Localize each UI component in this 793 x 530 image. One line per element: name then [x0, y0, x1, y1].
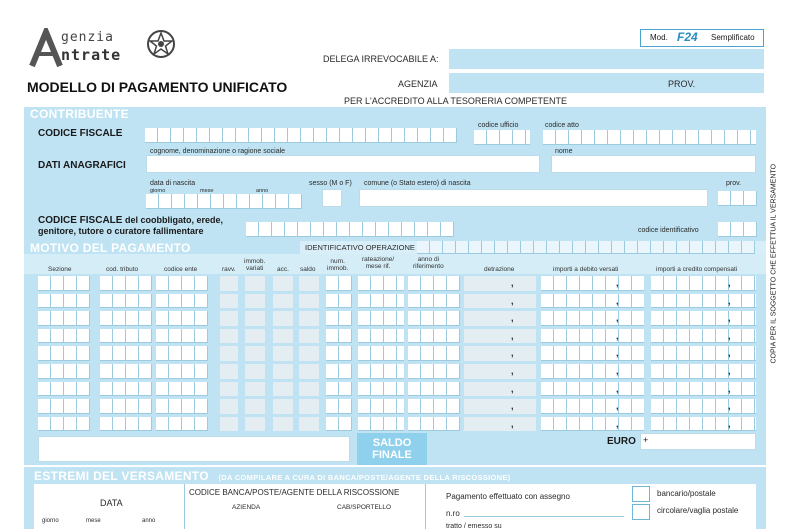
decimal-separator-icon: ,: [511, 401, 514, 412]
estremi-divider-2: [425, 484, 426, 529]
decimal-separator-icon: ,: [511, 330, 514, 341]
rateazione-cell[interactable]: [358, 311, 404, 326]
debito-cell[interactable]: [541, 276, 644, 291]
immob-variati-cell[interactable]: [245, 294, 265, 309]
saldo-cell[interactable]: [299, 364, 319, 379]
immob-variati-cell[interactable]: [245, 329, 265, 344]
sezione-cell[interactable]: [38, 276, 90, 291]
cognome-input[interactable]: [146, 155, 540, 173]
sezione-cell[interactable]: [38, 294, 90, 309]
credito-cell[interactable]: [651, 364, 756, 379]
rateazione-cell[interactable]: [358, 276, 404, 291]
decimal-separator-icon: ,: [728, 278, 731, 288]
sesso-label: sesso (M o F): [309, 180, 352, 187]
acc-cell[interactable]: [273, 294, 293, 309]
credito-cell[interactable]: [651, 346, 756, 361]
sezione-cell[interactable]: [38, 364, 90, 379]
anno-rif-cell[interactable]: [408, 364, 460, 379]
ravv-cell[interactable]: [220, 382, 238, 397]
rateazione-cell[interactable]: [358, 294, 404, 309]
num-immob-cell[interactable]: [326, 276, 352, 291]
decimal-separator-icon: ,: [616, 313, 619, 324]
immob-variati-cell[interactable]: [245, 364, 265, 379]
decimal-separator-icon: ,: [511, 383, 514, 394]
acc-cell[interactable]: [273, 276, 293, 291]
saldo-cell[interactable]: [299, 399, 319, 414]
prov-nascita-input[interactable]: [718, 191, 757, 206]
cognome-label: cognome, denominazione o ragione sociale: [150, 148, 286, 155]
sezione-cell[interactable]: [38, 399, 90, 414]
col-num-immob-header: [327, 258, 348, 272]
col-saldo-header: saldo: [300, 266, 316, 273]
sezione-cell[interactable]: [38, 311, 90, 326]
decimal-separator-icon: ,: [728, 366, 731, 376]
delega-label: DELEGA IRREVOCABILE A:: [323, 54, 439, 64]
decimal-separator-icon: ,: [616, 401, 619, 412]
ravv-cell[interactable]: [220, 417, 238, 432]
saldo-cell[interactable]: [299, 382, 319, 397]
estremi-title-text: ESTREMI DEL VERSAMENTO: [34, 469, 209, 483]
cod-tributo-cell[interactable]: [100, 294, 152, 309]
acc-cell[interactable]: [273, 399, 293, 414]
detrazione-cell[interactable]: [464, 364, 536, 379]
ravv-cell[interactable]: [220, 346, 238, 361]
saldo-cell[interactable]: [299, 276, 319, 291]
anno-rif-cell[interactable]: [408, 294, 460, 309]
codice-atto-label: codice atto: [545, 122, 579, 129]
anno-rif-cell[interactable]: [408, 276, 460, 291]
codice-ente-cell[interactable]: [156, 399, 208, 414]
cod-tributo-cell[interactable]: [100, 417, 152, 432]
col-anno-line2: riferimento: [413, 263, 444, 270]
saldo-finale-label: [362, 437, 422, 461]
pagamento-label: Pagamento effettuato con assegno: [446, 492, 570, 501]
codice-identificativo-input[interactable]: [718, 222, 757, 237]
credito-cell[interactable]: [651, 276, 756, 291]
page-title: MODELLO DI PAGAMENTO UNIFICATO: [27, 79, 288, 95]
col-anno-line1: anno di: [417, 256, 440, 263]
sesso-input[interactable]: [322, 189, 342, 207]
decimal-separator-icon: ,: [616, 383, 619, 394]
ravv-cell[interactable]: [220, 311, 238, 326]
detrazione-cell[interactable]: [464, 417, 536, 432]
decimal-separator-icon: ,: [616, 330, 619, 341]
decimal-separator-icon: ,: [616, 418, 619, 429]
decimal-separator-icon: ,: [728, 383, 731, 394]
detrazione-cell[interactable]: [464, 346, 536, 361]
codice-fiscale-label: CODICE FISCALE: [38, 128, 123, 139]
codice-ente-cell[interactable]: [156, 346, 208, 361]
cf-coobbligato-rest: del coobbligato, erede,: [122, 215, 223, 225]
estremi-title: [34, 469, 510, 483]
immob-variati-cell[interactable]: [245, 382, 265, 397]
estremi-divider-1: [184, 484, 185, 529]
codice-atto-input[interactable]: [543, 130, 756, 145]
decimal-separator-icon: ,: [511, 295, 514, 306]
num-immob-cell[interactable]: [326, 399, 352, 414]
num-immob-cell[interactable]: [326, 294, 352, 309]
data-nascita-input[interactable]: [146, 194, 302, 209]
italian-emblem-icon: [146, 28, 176, 60]
motivo-title: MOTIVO DEL PAGAMENTO: [30, 241, 191, 255]
codice-ente-cell[interactable]: [156, 382, 208, 397]
num-immob-cell[interactable]: [326, 364, 352, 379]
saldo-line1: SALDO: [372, 437, 412, 449]
mod-badge: [640, 29, 764, 47]
codice-ente-cell[interactable]: [156, 417, 208, 432]
ravv-cell[interactable]: [220, 399, 238, 414]
nro-input[interactable]: [464, 516, 624, 517]
anno-rif-cell[interactable]: [408, 311, 460, 326]
num-immob-cell[interactable]: [326, 417, 352, 432]
saldo-cell[interactable]: [299, 346, 319, 361]
decimal-separator-icon: ,: [616, 295, 619, 306]
estremi-mese-label: mese: [86, 518, 101, 524]
col-rateazione-header: [362, 256, 394, 270]
estremi-anno-label: anno: [142, 518, 156, 524]
mod-label: Mod.: [650, 33, 668, 42]
nro-label: n.ro: [446, 509, 460, 518]
decimal-separator-icon: ,: [511, 418, 514, 429]
col-immob-variati-header: [244, 258, 265, 272]
saldo-cell[interactable]: [299, 294, 319, 309]
saldo-cell[interactable]: [299, 417, 319, 432]
decimal-separator-icon: ,: [728, 313, 731, 324]
anno-rif-cell[interactable]: [408, 417, 460, 432]
num-immob-cell[interactable]: [326, 329, 352, 344]
codice-fiscale-input[interactable]: [145, 128, 457, 143]
cf-coobbligato-line2: genitore, tutore o curatore fallimentare: [38, 226, 204, 236]
dati-anagrafici-label: DATI ANAGRAFICI: [38, 160, 126, 171]
circolare-label: circolare/vaglia postale: [657, 506, 739, 515]
sezione-cell[interactable]: [38, 346, 90, 361]
anno-rif-cell[interactable]: [408, 399, 460, 414]
codice-ufficio-label: codice ufficio: [478, 122, 519, 129]
side-copy-text: COPIA PER IL SOGGETTO CHE EFFETTUA IL VERSAMENTO: [770, 163, 778, 364]
ravv-cell[interactable]: [220, 329, 238, 344]
sezione-cell[interactable]: [38, 329, 90, 344]
decimal-separator-icon: ,: [728, 330, 731, 341]
azienda-label: AZIENDA: [232, 504, 261, 511]
mod-code: F24: [677, 30, 698, 44]
immob-variati-cell[interactable]: [245, 346, 265, 361]
rateazione-cell[interactable]: [358, 364, 404, 379]
codice-banca-label: CODICE BANCA/POSTE/AGENTE DELLA RISCOSSIONE: [189, 488, 400, 497]
immob-variati-cell[interactable]: [245, 417, 265, 432]
agenzia-field[interactable]: [449, 73, 764, 93]
credito-cell[interactable]: [651, 417, 756, 432]
rateazione-cell[interactable]: [358, 346, 404, 361]
cod-tributo-cell[interactable]: [100, 311, 152, 326]
col-acc-header: acc.: [277, 266, 289, 273]
debito-cell[interactable]: [541, 311, 644, 326]
col-ravv-header: ravv.: [222, 266, 236, 273]
detrazione-cell[interactable]: [464, 294, 536, 309]
immob-variati-cell[interactable]: [245, 276, 265, 291]
estremi-data-label: DATA: [100, 498, 123, 508]
decimal-separator-icon: ,: [728, 348, 731, 359]
ravv-cell[interactable]: [220, 364, 238, 379]
saldo-cell[interactable]: [299, 311, 319, 326]
contribuente-title: CONTRIBUENTE: [30, 107, 129, 121]
logo-text-bottom: ntrate: [61, 46, 122, 64]
immob-variati-cell[interactable]: [245, 311, 265, 326]
anno-label: anno: [256, 188, 269, 194]
nome-input[interactable]: [551, 155, 756, 173]
rateazione-cell[interactable]: [358, 399, 404, 414]
col-immob-line2: variati: [245, 265, 264, 272]
col-num-line2: immob.: [327, 265, 349, 272]
col-codice-ente-header: codice ente: [164, 266, 198, 273]
saldo-cell[interactable]: [299, 329, 319, 344]
decimal-separator-icon: ,: [511, 278, 514, 288]
debito-cell[interactable]: [541, 346, 644, 361]
accredito-label: PER L'ACCREDITO ALLA TESORERIA COMPETENTE: [344, 96, 567, 106]
logo-a-icon: [29, 28, 63, 68]
estremi-giorno-label: giorno: [42, 518, 59, 524]
estremi-note: (DA COMPILARE A CURA DI BANCA/POSTE/AGENTE DELLA RISCOSSIONE): [218, 473, 511, 482]
codice-ente-cell[interactable]: [156, 364, 208, 379]
data-nascita-label: data di nascita: [150, 180, 196, 187]
decimal-separator-icon: ,: [616, 348, 619, 359]
debito-cell[interactable]: [541, 364, 644, 379]
col-detrazione-header: detrazione: [484, 266, 515, 273]
nome-label: nome: [555, 148, 573, 155]
debito-cell[interactable]: [541, 329, 644, 344]
anno-rif-cell[interactable]: [408, 382, 460, 397]
delega-field[interactable]: [449, 49, 764, 69]
decimal-separator-icon: ,: [616, 366, 619, 376]
mese-label: mese: [200, 188, 214, 194]
agenzia-label: AGENZIA: [398, 79, 438, 89]
rateazione-cell[interactable]: [358, 417, 404, 432]
col-debito-header: importi a debito versati: [553, 266, 619, 273]
num-immob-cell[interactable]: [326, 346, 352, 361]
col-immob-line1: immob.: [244, 258, 266, 265]
acc-cell[interactable]: [273, 417, 293, 432]
saldo-line2: FINALE: [372, 449, 412, 461]
codice-ufficio-input[interactable]: [474, 130, 530, 145]
giorno-label: giorno: [150, 188, 166, 194]
codice-ente-cell[interactable]: [156, 311, 208, 326]
ravv-cell[interactable]: [220, 294, 238, 309]
debito-cell[interactable]: [541, 399, 644, 414]
acc-cell[interactable]: [273, 346, 293, 361]
col-num-line1: num.: [330, 258, 345, 265]
cod-tributo-cell[interactable]: [100, 364, 152, 379]
detrazione-cell[interactable]: [464, 276, 536, 291]
logo-text-top: genzia: [61, 30, 114, 45]
debito-cell[interactable]: [541, 417, 644, 432]
bancario-label: bancario/postale: [657, 489, 716, 498]
cod-tributo-cell[interactable]: [100, 276, 152, 291]
cod-tributo-cell[interactable]: [100, 329, 152, 344]
acc-cell[interactable]: [273, 382, 293, 397]
cod-tributo-cell[interactable]: [100, 346, 152, 361]
credito-cell[interactable]: [651, 399, 756, 414]
prov-label: PROV.: [668, 79, 696, 89]
rateazione-cell[interactable]: [358, 329, 404, 344]
decimal-separator-icon: ,: [616, 278, 619, 288]
col-cod-tributo-header: cod. tributo: [106, 266, 139, 273]
identificativo-operazione-label: IDENTIFICATIVO OPERAZIONE: [305, 243, 415, 252]
col-anno-header: [413, 256, 444, 270]
credito-cell[interactable]: [651, 311, 756, 326]
anno-rif-cell[interactable]: [408, 346, 460, 361]
prov-nascita-label: prov.: [726, 180, 742, 187]
cf-coobbligato-bold: CODICE FISCALE: [38, 215, 123, 226]
decimal-separator-icon: ,: [728, 401, 731, 412]
detrazione-cell[interactable]: [464, 399, 536, 414]
cod-tributo-cell[interactable]: [100, 382, 152, 397]
col-rateazione-line2: mese rif.: [365, 263, 391, 270]
detrazione-cell[interactable]: [464, 329, 536, 344]
euro-label: EURO: [607, 436, 636, 447]
plus-sign: +: [643, 435, 649, 445]
mod-type: Semplificato: [711, 33, 755, 42]
comune-input[interactable]: [359, 189, 708, 207]
acc-cell[interactable]: [273, 329, 293, 344]
tratto-label: tratto / emesso su: [446, 523, 502, 530]
credito-cell[interactable]: [651, 294, 756, 309]
sezione-cell[interactable]: [38, 417, 90, 432]
rateazione-cell[interactable]: [358, 382, 404, 397]
codice-ente-cell[interactable]: [156, 276, 208, 291]
ravv-cell[interactable]: [220, 276, 238, 291]
identificativo-operazione-input[interactable]: [417, 241, 755, 254]
circolare-checkbox[interactable]: [632, 504, 650, 520]
acc-cell[interactable]: [273, 364, 293, 379]
detrazione-cell[interactable]: [464, 311, 536, 326]
decimal-separator-icon: ,: [511, 348, 514, 359]
acc-cell[interactable]: [273, 311, 293, 326]
saldo-notes-field[interactable]: [38, 436, 350, 462]
comune-label: comune (o Stato estero) di nascita: [364, 180, 471, 187]
saldo-euro-input[interactable]: [640, 433, 756, 450]
decimal-separator-icon: ,: [728, 418, 731, 429]
codice-ente-cell[interactable]: [156, 294, 208, 309]
anno-rif-cell[interactable]: [408, 329, 460, 344]
col-credito-header: importi a credito compensati: [656, 266, 738, 273]
col-sezione-header: Sezione: [48, 266, 72, 273]
cf-coobbligato-label: [38, 215, 223, 236]
bancario-checkbox[interactable]: [632, 486, 650, 502]
col-rateazione-line1: rateazione/: [362, 256, 395, 263]
codice-identificativo-label: codice identificativo: [638, 227, 699, 234]
credito-cell[interactable]: [651, 329, 756, 344]
agenzia-entrate-logo: [25, 28, 145, 72]
sezione-cell[interactable]: [38, 382, 90, 397]
decimal-separator-icon: ,: [728, 295, 731, 306]
num-immob-cell[interactable]: [326, 382, 352, 397]
codice-ente-cell[interactable]: [156, 329, 208, 344]
detrazione-cell[interactable]: [464, 382, 536, 397]
credito-cell[interactable]: [651, 382, 756, 397]
num-immob-cell[interactable]: [326, 311, 352, 326]
debito-cell[interactable]: [541, 382, 644, 397]
cf-coobbligato-input[interactable]: [246, 222, 454, 237]
immob-variati-cell[interactable]: [245, 399, 265, 414]
cod-tributo-cell[interactable]: [100, 399, 152, 414]
debito-cell[interactable]: [541, 294, 644, 309]
cab-label: CAB/SPORTELLO: [337, 504, 392, 511]
decimal-separator-icon: ,: [511, 366, 514, 376]
decimal-separator-icon: ,: [511, 313, 514, 324]
